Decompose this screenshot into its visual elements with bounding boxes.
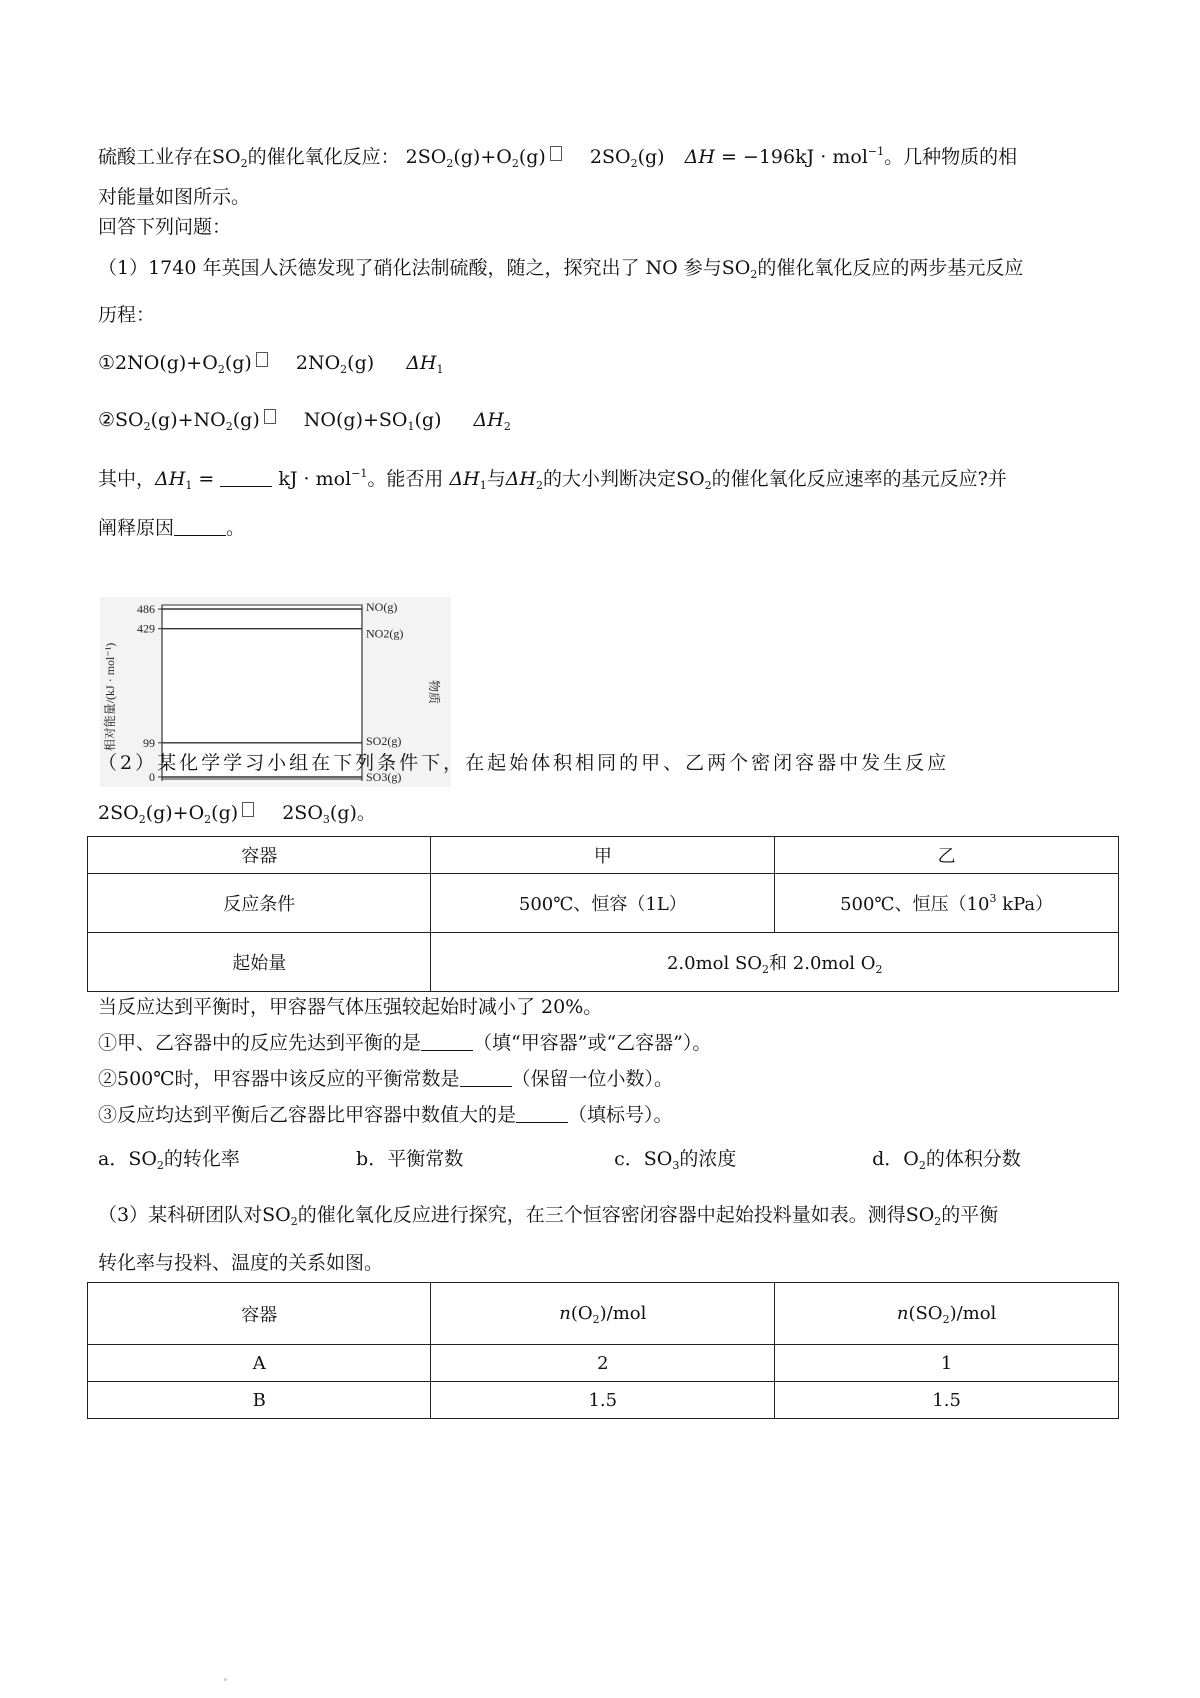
y-axis-label: 相对能量/(kJ · mol⁻¹) xyxy=(103,642,117,752)
q3-line-1: （3）某科研团队对$SO_2$的催化氧化反应进行探究，在三个恒容密闭容器中起始投料量如表。测得$SO_2$的平衡 xyxy=(98,1204,999,1228)
intro-line-2: 对能量如图所示。 xyxy=(98,186,251,208)
table-cell: 500℃、恒容（1L） xyxy=(431,874,775,933)
q2-line-1: （2）某化学学习小组在下列条件下，在起始体积相同的甲、乙两个密闭容器中发生反应 xyxy=(98,752,950,774)
y-tick-label-0: 486 xyxy=(137,602,155,616)
answer-blank[interactable] xyxy=(220,485,272,487)
q3-line-2: 转化率与投料、温度的关系如图。 xyxy=(98,1252,384,1274)
answer-blank[interactable] xyxy=(516,1121,568,1123)
feed-table xyxy=(87,1282,1119,1419)
species-label-0: NO(g) xyxy=(366,600,398,614)
q1-reaction-2: $②SO_2(g)+NO_2(g)$ $NO(g)+SO_1(g)$ $\Delta H_2$ xyxy=(98,409,511,433)
q2-subquestion-3: ③反应均达到平衡后乙容器比甲容器中数值大的是 （填标号）。 xyxy=(98,1104,673,1126)
q2-statement: 当反应达到平衡时，甲容器气体压强较起始时减小了 20%。 xyxy=(98,996,603,1018)
table-header-cell: 乙 xyxy=(775,837,1119,874)
equilibrium-arrow-icon xyxy=(550,146,562,161)
table-header-cell: $n(O_2)$/mol xyxy=(431,1283,775,1345)
table-cell: 2 xyxy=(431,1345,775,1382)
table-header-cell: $n(SO_2)$/mol xyxy=(775,1283,1119,1345)
table-row xyxy=(88,1345,1119,1382)
table-cell: 500℃、恒压（$10^3$ kPa） xyxy=(775,874,1119,933)
q2-subquestion-1: ①甲、乙容器中的反应先达到平衡的是 （填“甲容器”或“乙容器”）。 xyxy=(98,1032,712,1054)
table-row xyxy=(88,1382,1119,1419)
answer-blank[interactable] xyxy=(174,534,226,536)
equilibrium-arrow-icon xyxy=(256,352,268,367)
table-header-cell: 甲 xyxy=(431,837,775,874)
table-cell: 2.0mol $SO_2$和 2.0mol $O_2$ xyxy=(431,933,1119,992)
table-cell: 1 xyxy=(775,1345,1119,1382)
q1-reaction-1: $①2NO(g)+O_2(g)$ $2NO_2(g)$ $\Delta H_1$ xyxy=(98,352,444,376)
q1-line-1: （1）1740 年英国人沃德发现了硝化法制硫酸，随之，探究出了 NO 参与$SO_2$的催化氧化反应的两步基元反应 xyxy=(98,257,1024,281)
table-cell: B xyxy=(88,1382,431,1419)
intro-line-1: 硫酸工业存在$SO_2$的催化氧化反应： $2SO_2(g)+O_2(g)$ $2SO_2(g) \Delta H = -196kJ \cdot mol^{-1}$。几种物质的相 xyxy=(98,145,1018,170)
table-row xyxy=(88,933,1119,992)
y-tick-label-2: 99 xyxy=(143,735,155,750)
option-b[interactable]: b．平衡常数 xyxy=(356,1148,464,1170)
table-row xyxy=(88,874,1119,933)
option-c[interactable]: c．$SO_3$的浓度 xyxy=(614,1148,737,1172)
option-d[interactable]: d．$O_2$的体积分数 xyxy=(872,1148,1021,1172)
table-cell: 1.5 xyxy=(775,1382,1119,1419)
q1-question-line-1: 其中，$\Delta H_1$ = kJ · mol$^{-1}$。能否用 $\Delta H_1$与$\Delta H_2$的大小判断决定$SO_2$的催化氧化反应速率的基元反应?并 xyxy=(98,467,1007,492)
y-tick-label-1: 429 xyxy=(137,621,155,636)
table-cell: 1.5 xyxy=(431,1382,775,1419)
option-a[interactable]: a．$SO_2$的转化率 xyxy=(98,1148,240,1172)
answer-blank[interactable] xyxy=(421,1049,473,1051)
y-tick-label-3: 0 xyxy=(149,770,155,784)
q2-line-2: $2SO_2(g)+O_2(g)$ $2SO_3(g)$。 xyxy=(98,802,376,826)
table-row xyxy=(88,1283,1119,1345)
table-row xyxy=(88,837,1119,874)
table-cell: A xyxy=(88,1345,431,1382)
conditions-table xyxy=(87,836,1119,992)
q1-question-line-2: 阐释原因 。 xyxy=(98,517,246,539)
table-header-cell: 容器 xyxy=(88,837,431,874)
table-header-cell: 容器 xyxy=(88,1283,431,1345)
equilibrium-arrow-icon xyxy=(264,409,276,424)
equilibrium-arrow-icon xyxy=(242,802,254,817)
answer-blank[interactable] xyxy=(460,1085,512,1087)
species-label-2: SO2(g) xyxy=(366,733,402,748)
species-label-1: NO2(g) xyxy=(366,626,404,641)
q1-line-2: 历程： xyxy=(98,304,156,326)
table-cell: 反应条件 xyxy=(88,874,431,933)
species-label-3: SO3(g) xyxy=(366,770,402,784)
table-cell: 起始量 xyxy=(88,933,431,992)
intro-line-3: 回答下列问题： xyxy=(98,216,232,238)
page-marker xyxy=(224,1678,227,1681)
q2-options xyxy=(98,1148,1021,1172)
q2-subquestion-2: ②500℃时，甲容器中该反应的平衡常数是 （保留一位小数）。 xyxy=(98,1068,674,1090)
x-axis-label: 物质 xyxy=(427,679,441,705)
